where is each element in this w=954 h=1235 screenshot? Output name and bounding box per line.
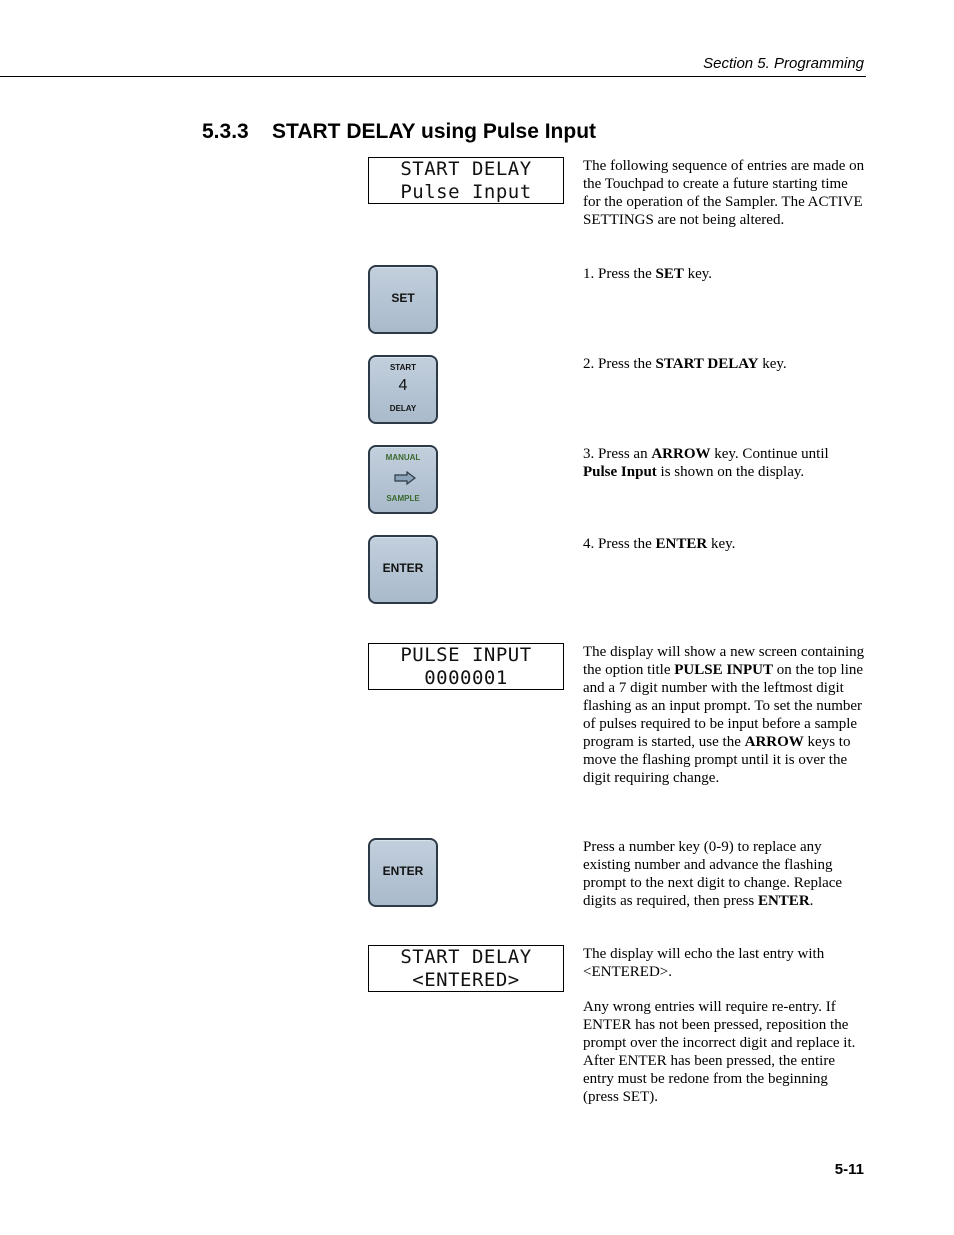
set-key[interactable] (368, 265, 438, 334)
manual-sample-arrow-key[interactable] (368, 445, 438, 514)
header-rule (0, 76, 866, 77)
number-desc-text: Press a number key (0-9) to replace any existing number and advance the flashing prompt to the next digit to change. Replace digits as required, then press (583, 839, 843, 909)
step-4-text: 4. Press the (583, 536, 656, 552)
step-3-post: is shown on the display. (656, 464, 805, 480)
number-desc-bold: ENTER (757, 893, 810, 909)
section-title: 5.3.3 START DELAY using Pulse Input (202, 120, 597, 143)
pulse-desc-text: The display will show a new screen containing the option title (583, 644, 865, 678)
lcd-line-2: 0000001 (424, 667, 508, 689)
step-2-text: 2. Press the (583, 356, 656, 372)
step-2 (583, 355, 865, 373)
step-1-bold: SET (655, 266, 684, 282)
wrong-entry-paragraph: Any wrong entries will require re-entry. If ENTER has not been pressed, reposition the prompt over the incorrect digit and replace it. After ENTER has been pressed, the entire entry must be redone from the beginning (press SET). (583, 999, 856, 1105)
lcd-line-1: PULSE INPUT (400, 644, 532, 666)
number-key-description (583, 838, 865, 910)
pulse-desc-mid: on the top line and a 7 digit number with the leftmost digit flashing as an input prompt. To set the number of pulses required to be input before a sample program is started, use the (583, 662, 864, 750)
step-3-bold-1: ARROW (651, 446, 711, 462)
running-header: Section 5. Programming (703, 55, 864, 72)
enter-key-label: ENTER (382, 561, 424, 575)
enter-key-label: ENTER (382, 864, 424, 878)
start-delay-key-digit: 4 (398, 377, 408, 394)
intro-text (583, 157, 865, 229)
step-3 (583, 445, 865, 481)
manual-sample-key-top: MANUAL (385, 453, 421, 462)
step-4-bold: ENTER (655, 536, 708, 552)
lcd-line-2: <ENTERED> (412, 969, 520, 991)
intro-paragraph: The following sequence of entries are made on the Touchpad to create a future starting time for the operation of the Sampler. The ACTIVE SETTINGS are not being altered. (583, 158, 865, 228)
lcd-line-1: START DELAY (400, 158, 532, 180)
lcd-line-1: START DELAY (400, 946, 532, 968)
page-number: 5-11 (834, 1161, 864, 1178)
echo-description (583, 945, 865, 1106)
pulse-desc-post: keys to move the flashing prompt until it is over the digit requiring change. (583, 734, 851, 786)
lcd-start-delay-pulse-input (368, 157, 564, 204)
pulse-input-description (583, 643, 865, 787)
step-1 (583, 265, 865, 283)
enter-key-2[interactable] (368, 838, 438, 907)
step-3-bold-2: Pulse Input (583, 464, 657, 480)
start-delay-key[interactable] (368, 355, 438, 424)
step-4-post: key. (707, 536, 736, 552)
lcd-pulse-input (368, 643, 564, 690)
pulse-desc-bold-1: PULSE INPUT (674, 662, 774, 678)
echo-paragraph: The display will echo the last entry with <ENTERED>. (583, 946, 825, 980)
step-3-text: 3. Press an (583, 446, 652, 462)
lcd-start-delay-entered (368, 945, 564, 992)
start-delay-key-bottom: DELAY (389, 404, 417, 413)
start-delay-key-top: START (389, 363, 417, 372)
set-key-label: SET (391, 291, 415, 305)
enter-key[interactable] (368, 535, 438, 604)
manual-sample-key-bottom: SAMPLE (386, 494, 420, 503)
right-arrow-icon (394, 471, 416, 490)
step-2-bold: START DELAY (655, 356, 759, 372)
step-3-mid: key. Continue until (710, 446, 829, 462)
step-1-text: 1. Press the (583, 266, 656, 282)
step-4 (583, 535, 865, 553)
step-1-post: key. (683, 266, 713, 282)
lcd-line-2: Pulse Input (400, 181, 532, 203)
pulse-desc-bold-2: ARROW (744, 734, 804, 750)
number-desc-post: . (809, 893, 814, 909)
step-2-post: key. (758, 356, 787, 372)
